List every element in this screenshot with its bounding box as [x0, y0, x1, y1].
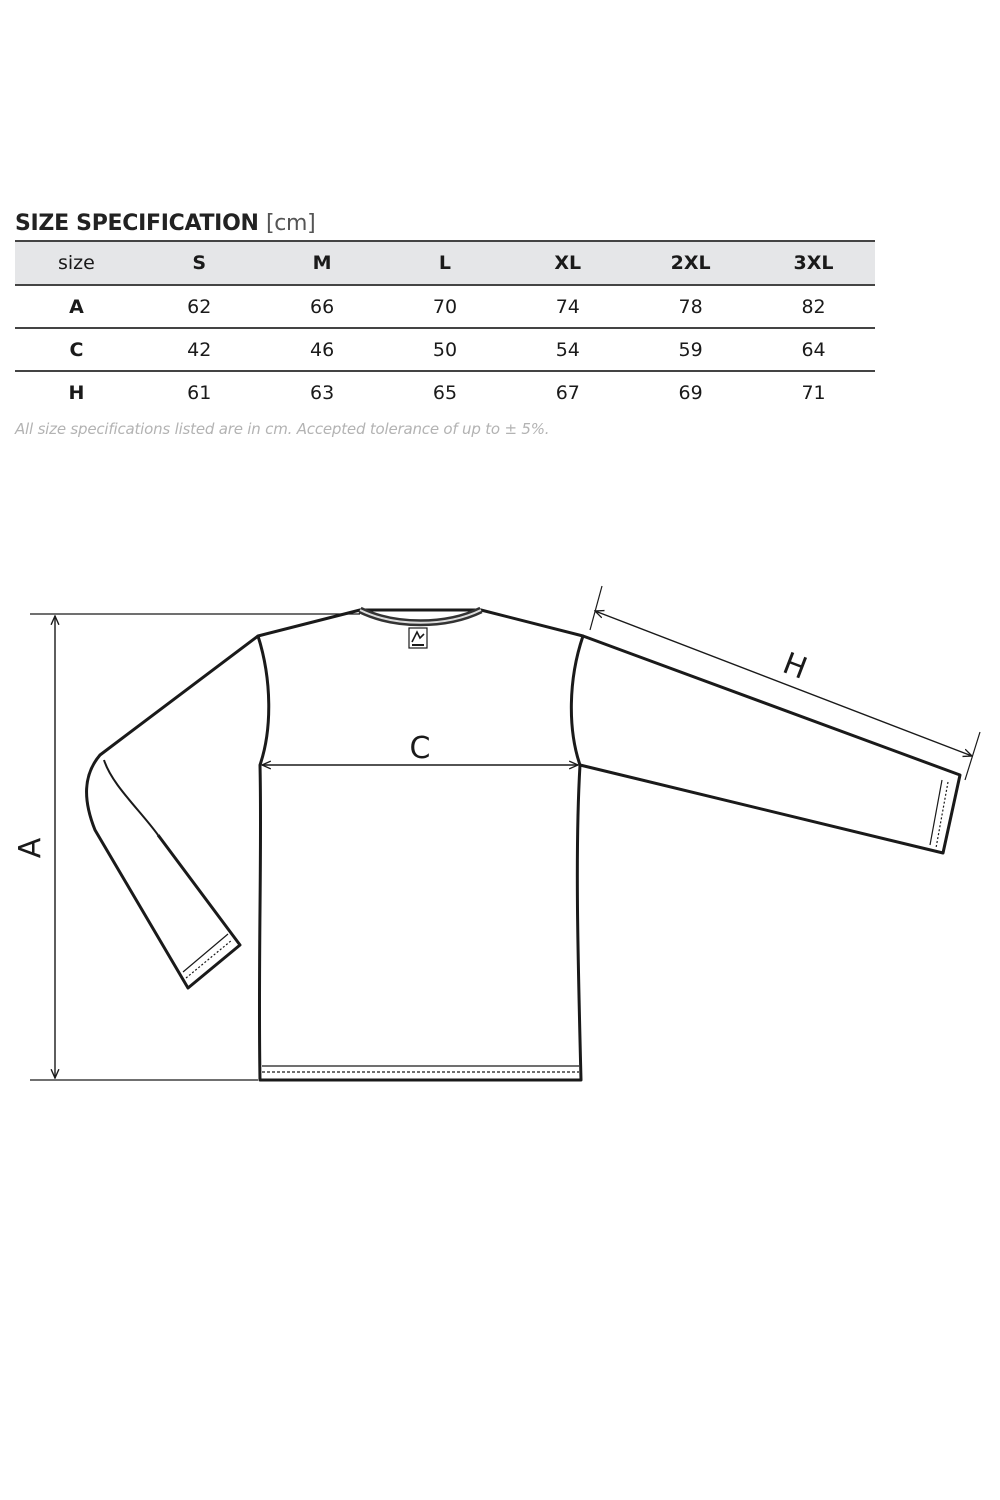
table-cell: 42	[138, 328, 261, 371]
table-cell: 65	[432, 382, 458, 404]
table-cell: 54	[506, 328, 629, 371]
header-cell: 2XL	[629, 241, 752, 285]
tolerance-note: All size specifications listed are in cm. Accepted tolerance of up to ± 5%.	[15, 420, 550, 438]
table-cell: 74	[506, 285, 629, 328]
shirt-details	[104, 610, 948, 1072]
table-cell: 63	[310, 382, 335, 404]
table-cell: 82	[752, 285, 875, 328]
table-cell: 66	[261, 285, 384, 328]
spec-title	[15, 208, 875, 240]
table-cell: 71	[801, 382, 826, 404]
header-cell: XL	[506, 241, 629, 285]
header-cell: S	[138, 241, 261, 285]
size-table-header	[15, 241, 875, 285]
header-cell: 3XL	[752, 241, 875, 285]
table-cell: 78	[629, 285, 752, 328]
size-table	[15, 240, 875, 414]
table-row	[15, 328, 875, 371]
size-specification	[15, 208, 875, 438]
shirt-measurement-diagram	[0, 560, 1000, 1120]
table-cell: 50	[384, 328, 507, 371]
brand-label-icon	[409, 628, 427, 648]
table-cell: 46	[261, 328, 384, 371]
label-a: A	[13, 837, 48, 859]
header-cell: L	[384, 241, 507, 285]
table-cell: 62	[138, 285, 261, 328]
row-label: A	[15, 285, 138, 328]
header-cell: size	[15, 241, 138, 285]
label-h: H	[778, 646, 812, 687]
spec-unit: [cm]	[265, 211, 316, 236]
table-cell: 70	[384, 285, 507, 328]
label-c: C	[409, 731, 431, 766]
row-label: H	[68, 382, 85, 404]
table-cell: 67	[555, 382, 580, 404]
spec-title-text: SIZE SPECIFICATION	[15, 211, 259, 236]
header-cell: M	[261, 241, 384, 285]
table-cell: 64	[752, 328, 875, 371]
table-cell: 69	[678, 382, 703, 404]
table-row	[15, 371, 875, 414]
table-cell: 61	[187, 382, 212, 404]
row-label: C	[15, 328, 138, 371]
shirt-outline	[87, 610, 960, 1080]
measure-h	[590, 586, 980, 780]
table-cell: 59	[629, 328, 752, 371]
table-row	[15, 285, 875, 328]
